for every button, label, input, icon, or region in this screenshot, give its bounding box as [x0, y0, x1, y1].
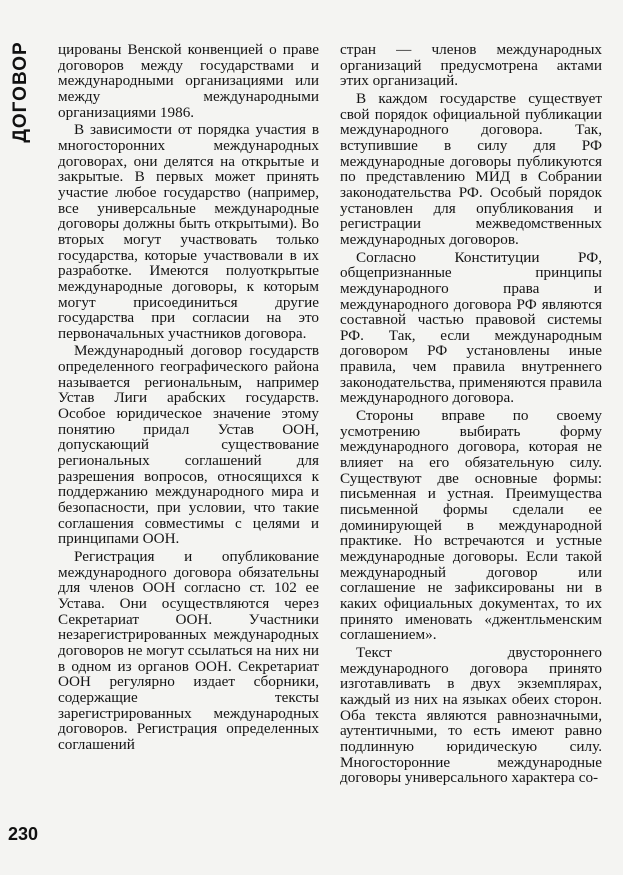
section-word: ДОГОВОР — [10, 41, 31, 143]
paragraph: Согласно Конституции РФ, общепризнанные принципы международного права и международного договора РФ являются составной частью правовой системы РФ. Так, если международным договором РФ установлены иные правила, чем правила внутреннего законодательства, применяются правила международного договора. — [340, 248, 602, 407]
left-column — [58, 42, 319, 753]
section-heading-vertical — [8, 42, 34, 142]
paragraph: Текст двустороннего международного договора принято изготавливать в двух экземплярах, каждый из них на языках обеих сторон. Оба текста являются равнозначными, аутентичными, то есть имеют равно подлинную юридическую силу. Многосторонние международные договоры универсального характера со- — [340, 643, 602, 787]
paragraph: Стороны вправе по своему усмотрению выбирать форму международного договора, которая не влияет на его обязательную силу. Существуют две основные формы: письменная и устная. Преимущества письменной формы сделали ее доминирующей в международной практике. Но встречаются и устные международные договоры. Если такой международный договор или соглашение не зафиксированы ни в каких официальных документах, то их принято именовать «джентльменским соглашением». — [340, 407, 602, 644]
paragraph: Международный договор государств определенного географического района называется региональным, например Устав Лиги арабских государств. Особое юридическое значение этому понятию придал Устав ООН, допускающий существование региональных соглашений для разрешения вопросов, относящихся к поддержанию международного мира и безопасности, при условии, что такие соглашения совместимы с целями и принципами ООН. — [58, 342, 319, 548]
paragraph: цированы Венской конвенцией о праве договоров между государствами и международными организациями или между международными организациями 1986. — [58, 41, 319, 121]
page-number: 230 — [8, 824, 39, 844]
paragraph: В каждом государстве существует свой порядок официальной публикации международного договора. Так, вступившие в силу для РФ международные договоры публикуются по представлению МИД в Собрании законодательства РФ. Особый порядок установлен для опубликования и регистрации межведомственных международных договоров. — [340, 89, 602, 248]
paragraph: Регистрация и опубликование международного договора обязательны для членов ООН согласно ст. 102 ее Устава. Они осуществляются через Секретариат ООН. Участники незарегистрированных международных договоров не могут ссылаться на них ни в одном из органов ООН. Секретариат ООН регулярно издает сборники, содержащие тексты зарегистрированных международных договоров. Регистрация определенных соглашений — [58, 548, 319, 753]
right-column — [340, 42, 602, 786]
paragraph: стран — членов международных организаций предусмотрена актами этих организаций. — [340, 41, 602, 90]
paragraph: В зависимости от порядка участия в многосторонних международных договорах, они делятся на открытые и закрытые. В первых может принять участие любое государство (например, все универсальные международные договоры должны быть открытыми). Во вторых могут участвовать только государства, которые участвовали в их разработке. Имеются полуоткрытые международные договоры, к которым могут присоединиться другие государства при согласии на это первоначальных участников договора. — [58, 121, 319, 342]
